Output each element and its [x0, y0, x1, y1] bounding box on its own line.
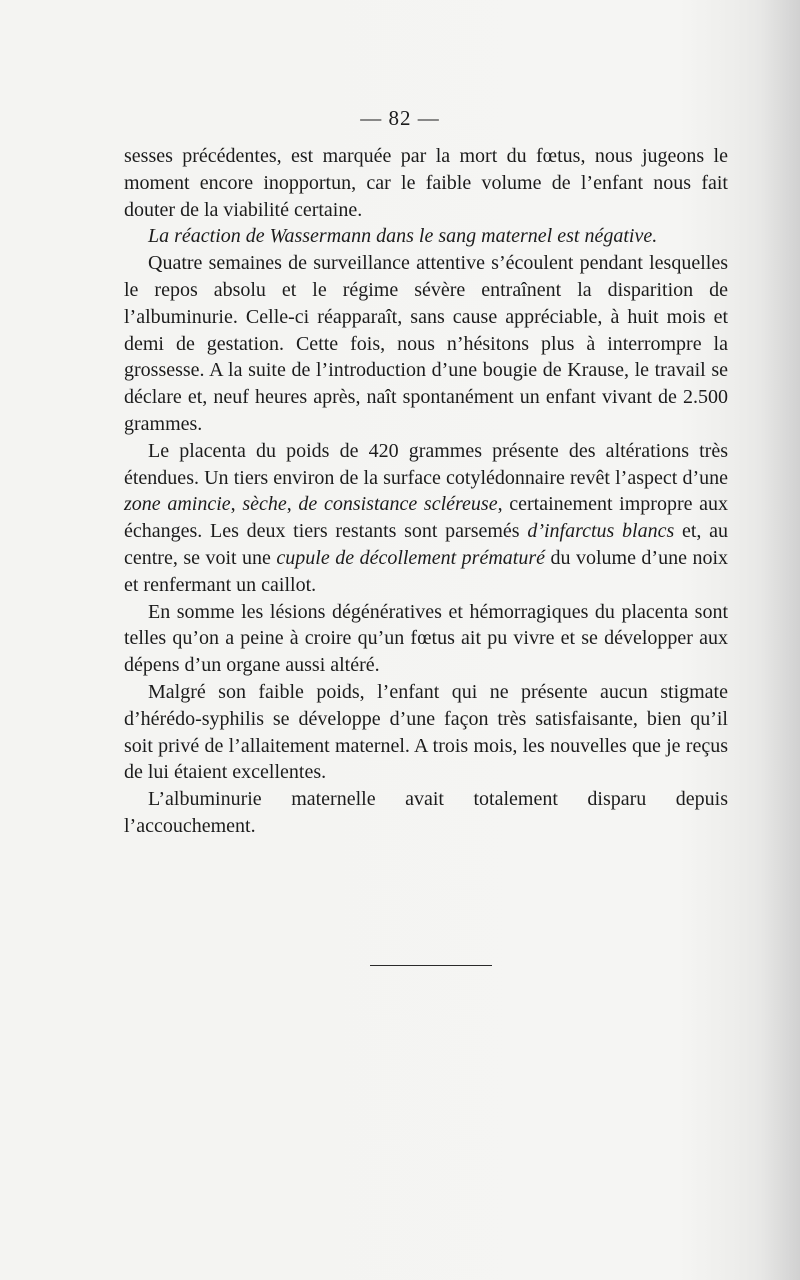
text-run: L’albuminurie maternelle avait totalement disparu depuis l’accouchement. [124, 788, 728, 837]
text-run: Le placenta du poids de 420 grammes présente des altérations très étendues. Un tiers environ de la surface cotylédonnaire revêt l’aspect d’une [124, 439, 728, 489]
text-run: , certainement impropre aux échanges. Les deux tiers restants sont parsemés [124, 493, 729, 543]
page-edge-shadow [760, 0, 800, 1280]
text-run: Malgré son faible poids, l’enfant qui ne présente aucun stigmate d’hérédo-syphilis se développe d’une façon très satisfaisante, bien qu’il soit privé de l’allaitement maternel. A trois mois, les nouvelles que je reçus de lui étaient excellentes. [124, 680, 728, 784]
body-text [124, 143, 728, 840]
paragraph [124, 250, 728, 438]
italic-text-run: sèche [242, 493, 287, 516]
text-run: et, au centre, se voit une [124, 520, 729, 569]
text-run: , [230, 493, 243, 516]
paragraph [124, 599, 728, 679]
paragraph [124, 223, 728, 250]
paragraph [124, 438, 728, 599]
section-separator-rule [370, 965, 492, 966]
text-run: Quatre semaines de surveillance attentive s’écoulent pendant lesquelles le repos absolu et le régime sévère entraînent la disparition de l’albuminurie. Celle-ci réapparaît, sans cause appréciable, à huit mois et demi de gestation. Cette fois, nous n’hésitons plus à interrompre la grossesse. A la suite de l’introduction d’une bougie de Krause, le travail se déclare et, neuf heures après, naît spontanément un enfant vivant de 2.500 grammes. [124, 252, 728, 435]
paragraph [124, 143, 728, 223]
italic-text-run: cupule de décollement prématuré [276, 546, 545, 569]
italic-text-run: zone amincie [124, 493, 231, 516]
paragraph [124, 786, 728, 840]
text-run: En somme les lésions dégénératives et hémorragiques du placenta sont telles qu’on a peine à croire qu’un fœtus ait pu vivre et se développer aux dépens d’un organe aussi altéré. [124, 600, 728, 677]
italic-text-run: La réaction de Wassermann dans le sang maternel est négative. [148, 225, 658, 248]
page-number: — 82 — [360, 106, 440, 130]
text-run: sesses précédentes, est marquée par la mort du fœtus, nous jugeons le moment encore inopportun, car le faible volume de l’enfant nous fait douter de la viabilité certaine. [124, 145, 728, 221]
text-run: du volume d’une noix et renfermant un caillot. [124, 546, 728, 596]
paragraph [124, 679, 728, 786]
italic-text-run: d’infarctus blancs [527, 520, 675, 543]
text-run: , [286, 493, 299, 516]
italic-text-run: de consistance scléreuse [298, 493, 498, 516]
